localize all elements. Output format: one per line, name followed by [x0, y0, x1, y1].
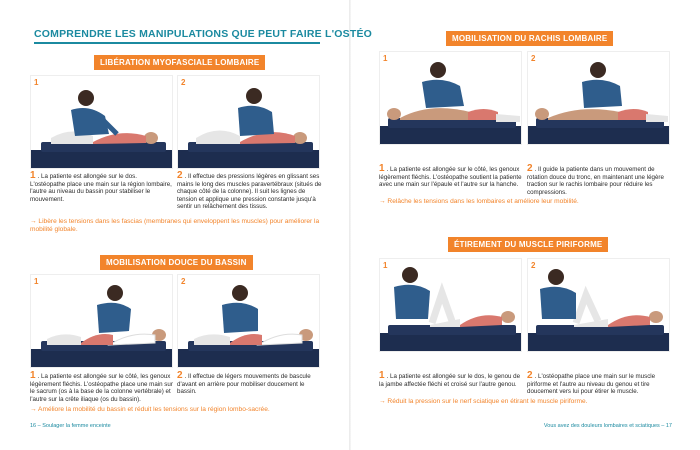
- caption-spine-1: 1 . La patiente est allongée sur le côté, les genoux légèrement fléchis. L'ostéopathe soutient la patiente avec une main sur l'épaule et l'autre sur la hanche.: [379, 163, 522, 189]
- step-number: 1: [30, 370, 36, 381]
- section-title-pelvis: MOBILISATION DOUCE DU BASSIN: [100, 255, 253, 270]
- footer-left: 16 – Soulager la femme enceinte: [30, 423, 111, 429]
- step-text: Il guide la patiente dans un mouvement de rotation douce du tronc, en maintenant une légère traction sur le rachis lombaire pour réduire les compressions.: [527, 166, 664, 196]
- page-title-underline: [34, 42, 320, 44]
- photo-spine-2: [527, 51, 670, 145]
- caption-pelvis-1: 1 . La patiente est allongée sur le côté, les genoux légèrement fléchis. L'ostéopathe place une main sur le sacrum (os à la base de la colonne vertébrale) et l'autre sur la crête iliaque (os du bassin).: [30, 370, 173, 403]
- section-title-spine: MOBILISATION DU RACHIS LOMBAIRE: [446, 31, 613, 46]
- conclusion-lumbar: → Libère les tensions dans les fascias (membranes qui enveloppent les muscles) pour améliorer la mobilité globale.: [30, 218, 320, 234]
- step-text: Il effectue de légers mouvements de bascule d'avant en arrière pour mobiliser doucement le bassin.: [177, 373, 311, 396]
- lumbar-2-illustration: [178, 76, 320, 169]
- pelvis-2-illustration: [178, 275, 320, 368]
- step-text: L'ostéopathe place une main sur le muscle piriforme et l'autre au niveau du genou et tire doucement vers lui pour étirer le muscle.: [527, 373, 656, 396]
- photo-pelvis-1: [30, 274, 173, 368]
- step-text: Il effectue des pressions légères en glissant ses mains le long des muscles paravertébraux (situés de chaque côté de la colonne). Il suit les lignes de tension et applique une pression constante jusqu'à sentir un relâchement des tissus.: [177, 173, 322, 211]
- caption-spine-2: 2 . Il guide la patiente dans un mouvement de rotation douce du tronc, en maintenant une légère traction sur le rachis lombaire pour réduire les compressions.: [527, 163, 664, 196]
- step-text: La patiente est allongée sur le dos, le genou de la jambe affectée fléchi et croisé sur l'autre genou.: [379, 373, 521, 388]
- caption-lumbar-1: 1 . La patiente est allongée sur le dos. L'ostéopathe place une main sur la région lombaire, l'autre au niveau du bassin pour stabiliser le mouvement.: [30, 170, 172, 203]
- photo-piriformis-2: [527, 258, 670, 352]
- step-number: 2: [177, 370, 183, 381]
- piriformis-1-illustration: [380, 259, 522, 352]
- photo-number: 1: [383, 54, 388, 63]
- photo-number: 2: [531, 54, 536, 63]
- photo-number: 2: [181, 78, 186, 87]
- step-number: 1: [379, 163, 385, 174]
- step-number: 2: [177, 170, 183, 181]
- photo-lumbar-1: [30, 75, 173, 169]
- caption-lumbar-2: 2 . Il effectue des pressions légères en glissant ses mains le long des muscles paravertébraux (situés de chaque côté de la colonne). Il suit les lignes de tension et applique une pression constante jusqu'à sentir un relâchement des tissus.: [177, 170, 322, 211]
- section-title-piriformis: ÉTIREMENT DU MUSCLE PIRIFORME: [448, 237, 608, 252]
- lumbar-1-illustration: [31, 76, 173, 169]
- page-title: COMPRENDRE LES MANIPULATIONS QUE PEUT FAIRE L'OSTÉO: [34, 28, 373, 40]
- conclusion-spine: → Relâche les tensions dans les lombaires et améliore leur mobilité.: [379, 198, 579, 205]
- photo-number: 2: [531, 261, 536, 270]
- step-text: La patiente est allongée sur le côté, les genoux légèrement fléchis. L'ostéopathe soutient la patiente avec une main sur l'épaule et l'autre sur la hanche.: [379, 166, 522, 189]
- photo-number: 1: [383, 261, 388, 270]
- step-number: 2: [527, 163, 533, 174]
- photo-spine-1: [379, 51, 522, 145]
- step-number: 1: [30, 170, 36, 181]
- photo-lumbar-2: [177, 75, 320, 169]
- conclusion-piriformis: → Réduit la pression sur le nerf sciatique en étirant le muscle piriforme.: [379, 398, 588, 405]
- caption-piriformis-2: 2 . L'ostéopathe place une main sur le muscle piriforme et l'autre au niveau du genou et tire doucement vers lui pour étirer le muscle.: [527, 370, 656, 396]
- spine-2-illustration: [528, 52, 670, 145]
- page-gutter: [349, 0, 351, 450]
- photo-number: 1: [34, 277, 39, 286]
- spine-1-illustration: [380, 52, 522, 145]
- photo-pelvis-2: [177, 274, 320, 368]
- piriformis-2-illustration: [528, 259, 670, 352]
- step-text: La patiente est allongée sur le côté, les genoux légèrement fléchis. L'ostéopathe place une main sur le sacrum (os à la base de la colonne vertébrale) et l'autre sur la crête iliaque (os du bassin).: [30, 373, 173, 403]
- caption-piriformis-1: 1 . La patiente est allongée sur le dos, le genou de la jambe affectée fléchi et croisé sur l'autre genou.: [379, 370, 521, 388]
- caption-pelvis-2: 2 . Il effectue de légers mouvements de bascule d'avant en arrière pour mobiliser doucement le bassin.: [177, 370, 311, 396]
- step-text: La patiente est allongée sur le dos. L'ostéopathe place une main sur la région lombaire, l'autre au niveau du bassin pour stabiliser le mouvement.: [30, 173, 172, 203]
- step-number: 2: [527, 370, 533, 381]
- footer-right: Vous avez des douleurs lombaires et sciatiques – 17: [543, 423, 672, 429]
- section-title-lumbar: LIBÉRATION MYOFASCIALE LOMBAIRE: [94, 55, 265, 70]
- step-number: 1: [379, 370, 385, 381]
- photo-number: 1: [34, 78, 39, 87]
- pelvis-1-illustration: [31, 275, 173, 368]
- photo-number: 2: [181, 277, 186, 286]
- conclusion-pelvis: → Améliore la mobilité du bassin et réduit les tensions sur la région lombo-sacrée.: [30, 406, 270, 413]
- photo-piriformis-1: [379, 258, 522, 352]
